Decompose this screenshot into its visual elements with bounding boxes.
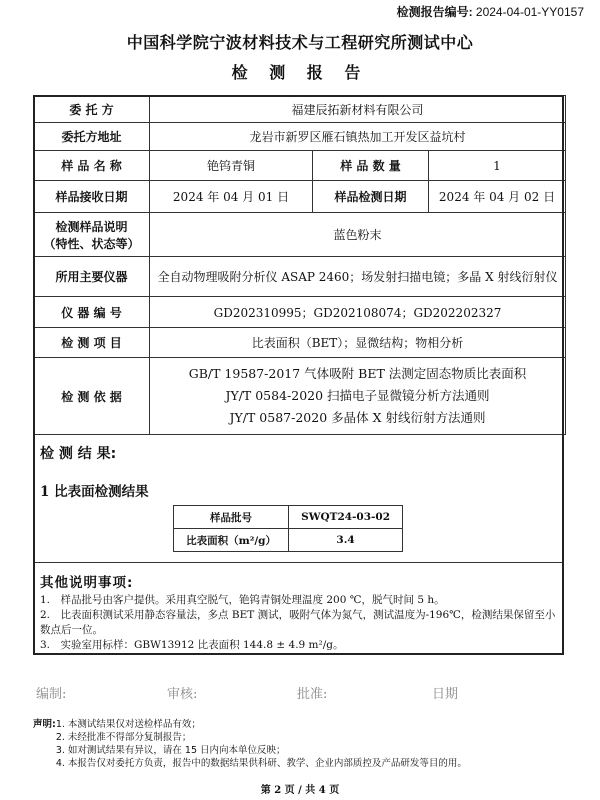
declaration <box>33 718 467 770</box>
tested-date-value: 2024 年 04 月 02 日 <box>429 181 566 213</box>
instruments-value: 全自动物理吸附分析仪 ASAP 2460；场发射扫描电镜；多晶 X 射线衍射仪 <box>150 257 566 297</box>
page-title: 检 测 报 告 <box>231 63 369 82</box>
note-item: 3. 实验室用标样：GBW13912 比表面积 144.8 ± 4.9 m²/g。 <box>40 639 344 651</box>
organization-name: 中国科学院宁波材料技术与工程研究所测试中心 <box>126 33 474 52</box>
note-item: 2. 比表面积测试采用静态容量法，多点 BET 测试，吸附气体为氮气，测试温度为-196℃，检测结果保留至小数点后一位。 <box>40 609 556 636</box>
declaration-label: 声明: <box>33 719 56 730</box>
sample-desc-value: 蓝色粉末 <box>150 213 566 257</box>
sample-qty-label: 样 品 数 量 <box>313 151 429 181</box>
approved-by-label: 批准: <box>297 687 328 702</box>
results-heading: 检 测 结 果: <box>40 446 117 462</box>
tested-date-label: 样品检测日期 <box>313 181 429 213</box>
sample-qty-value: 1 <box>429 151 566 181</box>
note-item: 1. 样品批号由客户提供。采用真空脱气，铯钨青铜处理温度 200 ℃，脱气时间 5 h。 <box>40 594 445 606</box>
results-section-title: 1 比表面检测结果 <box>40 484 149 500</box>
basis-standard: JY/T 0584-2020 扫描电子显微镜分析方法通则 <box>225 388 490 403</box>
test-items-label: 检 测 项 目 <box>34 328 150 358</box>
declaration-item: 2. 未经批准不得部分复制报告； <box>55 732 192 743</box>
instruments-label: 所用主要仪器 <box>34 257 150 297</box>
client-value: 福建辰拓新材料有限公司 <box>150 96 566 123</box>
test-basis-label: 检 测 依 据 <box>34 358 150 435</box>
basis-standard: GB/T 19587-2017 气体吸附 BET 法测定固态物质比表面积 <box>188 366 527 381</box>
instrument-no-value: GD202310995；GD202108074；GD202202327 <box>150 297 566 328</box>
instrument-no-label: 仪 器 编 号 <box>34 297 150 328</box>
page-number: 第 2 页 / 共 4 页 <box>260 785 340 796</box>
test-items-value: 比表面积（BET）；显微结构；物相分析 <box>150 328 566 358</box>
sample-desc-label-1: 检测样品说明 <box>55 219 128 234</box>
report-border <box>33 95 564 655</box>
date-label: 日期 <box>432 687 459 702</box>
sample-desc-label-2: （特性、状态等） <box>43 236 140 251</box>
address-label: 委托方地址 <box>34 123 150 151</box>
reviewed-by-label: 审核: <box>167 687 198 702</box>
col-header-sample-id: SWQT24-03-02 <box>289 506 403 529</box>
declaration-item: 1. 本测试结果仅对送检样品有效； <box>55 719 201 730</box>
row-label-surface-area: 比表面积（m²/g） <box>174 529 289 552</box>
prepared-by-label: 编制: <box>36 687 67 702</box>
surface-area-value: 3.4 <box>289 529 403 552</box>
sample-name-value: 铯钨青铜 <box>150 151 313 181</box>
declaration-item: 4. 本报告仅对委托方负责，报告中的数据结果供科研、教学、企业内部质控及产品研发等目的用。 <box>55 758 467 769</box>
sample-name-label: 样 品 名 称 <box>34 151 150 181</box>
client-label: 委 托 方 <box>34 96 150 123</box>
received-date-value: 2024 年 04 月 01 日 <box>150 181 313 213</box>
basis-standard: JY/T 0587-2020 多晶体 X 射线衍射方法通则 <box>229 410 486 425</box>
notes-heading: 其他说明事项: <box>40 575 134 591</box>
received-date-label: 样品接收日期 <box>34 181 150 213</box>
report-number-label: 检测报告编号: <box>396 5 473 19</box>
address-value: 龙岩市新罗区雁石镇热加工开发区益坑村 <box>150 123 566 151</box>
declaration-item: 3. 如对测试结果有异议，请在 15 日内向本单位反映； <box>55 745 286 756</box>
col-header-batch: 样品批号 <box>174 506 289 529</box>
report-number <box>397 3 584 20</box>
report-number-value: 2024-04-01-YY0157 <box>475 5 584 19</box>
